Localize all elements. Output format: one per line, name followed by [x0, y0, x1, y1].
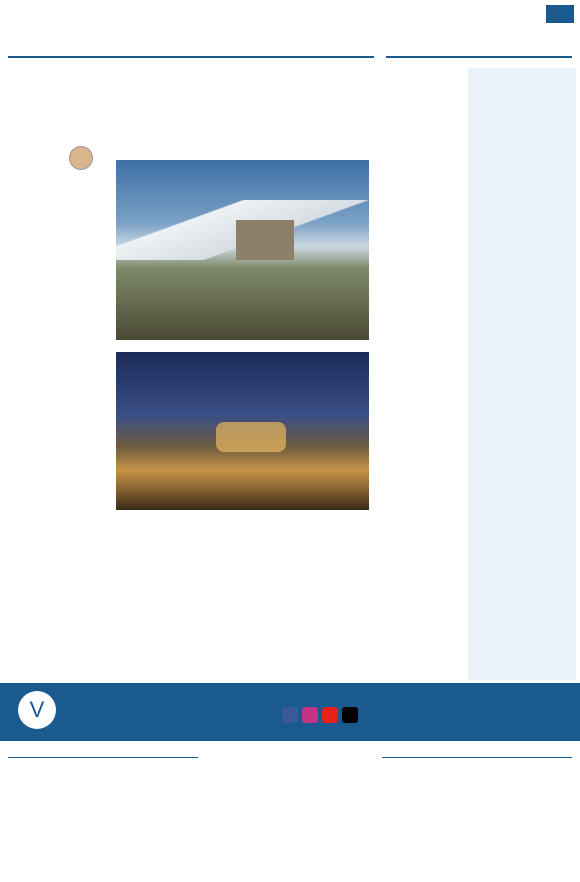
- article-column-1: [8, 188, 110, 678]
- cinema-listing-column-1: [386, 70, 464, 680]
- cinema-listing-column-2: [472, 70, 574, 680]
- kufstein-fortress-photo: [116, 160, 369, 340]
- article-column-4: [289, 352, 371, 670]
- author-avatar: [69, 146, 93, 170]
- facebook-icon[interactable]: [282, 707, 298, 723]
- x-icon[interactable]: [342, 707, 358, 723]
- page-number: [546, 5, 574, 23]
- article-column-3: [202, 514, 282, 678]
- section-rule: [8, 56, 374, 58]
- horoscope-rule-left: [8, 757, 198, 758]
- youtube-icon[interactable]: [322, 707, 338, 723]
- article-column-2: [116, 514, 196, 678]
- promo-banner[interactable]: [0, 683, 580, 741]
- page-header: [0, 0, 580, 44]
- newspaper-logo-icon: V: [18, 691, 56, 729]
- instagram-icon[interactable]: [302, 707, 318, 723]
- horoscope-rule-right: [382, 757, 572, 758]
